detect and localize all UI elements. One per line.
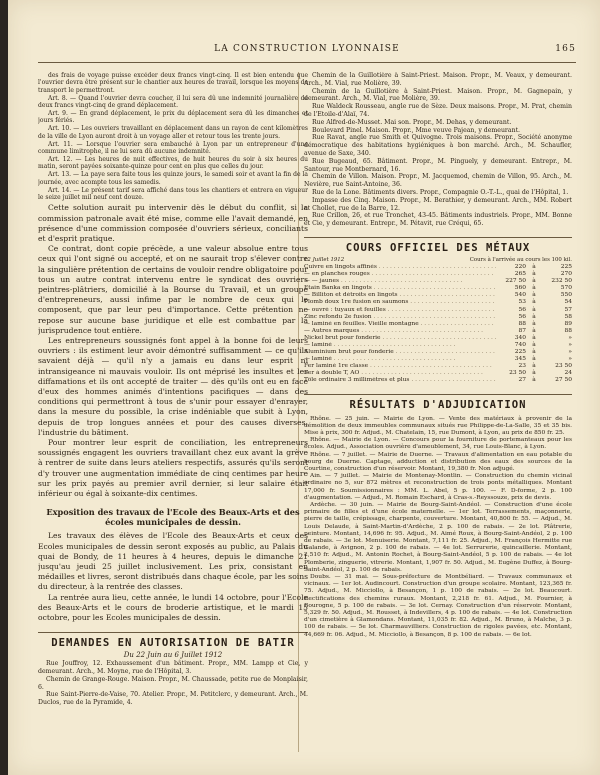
journal-title: LA CONSTRUCTION LYONNAISE [214, 44, 400, 54]
price-low: 220 [514, 263, 526, 270]
price-high: » [568, 341, 572, 348]
price-low: 340 [514, 334, 526, 341]
price-high: » [568, 349, 572, 356]
page-header [38, 44, 576, 60]
list-item: Rue Waldeck Rousseau, angle rue de Sèze. Deux maisons. Propr., M. Prat, chemin de l'Etoile-d'Alaï, 74. [304, 103, 572, 118]
section-rule [304, 394, 572, 395]
article-paragraph: Art. 14. — Le présent tarif sera affiché dans tous les chantiers et entrera en vigueur le seize juillet mil neuf cent douze. [38, 186, 308, 201]
list-item: Rue Saint-Pierre-de-Vaise, 70. Atelier. Propr., M. Petitclerc, y demeurant. Arch., M. Duclos, rue de la Pyramide, 4. [38, 691, 308, 707]
price-separator: à [532, 334, 536, 341]
price-high: 58 [564, 313, 572, 320]
price-separator: à [532, 306, 536, 313]
price-low: 88 [518, 320, 526, 327]
list-item: Ardèche. — 30 juin. — Mairie de Bourg-Saint-Andéol. — Construction d'une école primaire de filles et d'une école maternelle. — 1er lot. Terrassements, maçonnerie, pierre de taille, crépissage, charpente, couverture. Montant, 40,800 fr. 55. — Adjud., M. Louis Delaude, à Saint-Martin-d'Ardèche, 2 p. 100 de rabais. — 2e lot. Plâtrerie, peinture. Montant, 14,696 fr. 95. Adjud., M. Aimé Roux, à Bourg-Saint-Andéol, 2 p. 100 de rabais. — 3e lot. Menuiserie. Montant, 7,111 fr. 25. Adjud., M. François Hermitte rue Galande, à Avignon, 2 p. 100 de rabais. — 4e lot. Serrurerie, quincaillerie. Montant, 2,510 fr. Adjud., M. Antonin Rochet, à Bourg-Saint-Andéol, 5 p. 100 de rabais. — 4e lot Plomberie, zinguerie, vitrerie. Montant, 1,907 fr. 50. Adjud., M. Eugène Duffez, à Bourg-Saint-Andéol, 2 p. 100 de rabais. [304, 501, 572, 573]
metal-name: — laminé en feuilles. Vieille montagne . . . [304, 321, 496, 328]
metaux-heading: COURS OFFICIEL DES MÉTAUX [345, 241, 531, 254]
body-paragraph: Ce contrat, dont copie précède, a une valeur absolue entre tous ceux qui l'ont signé ou accepté, et on ne saurait trop s'élever contre la singulière prétention de certains de vouloir rendre obligatoire pour tous un autre contrat intervenu entre le syndicat des ouvriers peintres-plâtriers, domicilié à la Bourse du Travail, et un groupe d'entrepreneurs, aussi infime par le nombre de ceux qui le composent, que par leur peu d'importance. Cette prétention ne repose sur aucune base juridique et elle est combattue par la jurisprudence tout entière. [38, 244, 308, 335]
metal-name: — — jaunes . . . [304, 278, 496, 285]
list-item: Chemin de la Guillotière à Saint-Priest. Maison. Propr., M. Gagnepain, y demeurant. Arch., M. Vial, rue Molière, 39. [304, 87, 572, 103]
tarif-articles [38, 72, 308, 201]
article-paragraph: des frais de voyage puisse excéder deux francs vingt-cinq. Il est bien entendu que l'ouvrier devra être présent sur le chantier aux heures de travail, lorsque les moyens de transport le permettront. [38, 72, 308, 94]
list-item: Rue Jouffroy, 12. Exhaussement d'un bâtiment. Propr., MM. Lampp et Cie, y demeurant. Arch., M. Moyne, rue de l'Hôpital, 3. [38, 660, 308, 675]
list-item: Chemin de la Guillotière à Saint-Priest. Maison. Propr., M. Veaux, y demeurant. Arch., M. Vial, rue Molière, 39. [304, 72, 572, 87]
body-paragraph: Cette solution aurait pu intervenir dès le début du conflit, si la commission patronale avait été mise, comme elle l'avait demandé, en présence d'une commission composée d'ouvriers sérieux, conciliants et d'esprit pratique. [38, 203, 308, 244]
list-item: Rue Crillon, 26, et rue Tronchet, 43-45. Bâtiments industriels. Propr., MM. Bonne et Cie, y demeurant. Entrepr., M. Pétavit, rue Créqui, 65. [304, 212, 572, 228]
article-paragraph: Art. 9. — En grand déplacement, le prix du déplacement sera dû les dimanches et jours fériés. [38, 110, 308, 125]
demandes-date-range: Du 22 Juin au 6 Juillet 1912 [123, 651, 223, 660]
price-low: 225 [514, 349, 526, 356]
price-high: 270 [560, 271, 572, 278]
price-low: 345 [514, 356, 526, 363]
price-high: 23 50 [555, 363, 572, 370]
price-low: 740 [514, 341, 526, 348]
table-row [304, 377, 572, 384]
article-paragraph: Art. 11. — Lorsque l'ouvrier sera embauché à Lyon par un entrepreneur d'une commune limitrophe, il ne lui sera dû aucune indemnité. [38, 140, 308, 156]
metal-name: Zinc refondu 2e fusion . . . [304, 314, 496, 321]
metal-name: — Autres marques . . . [304, 328, 496, 335]
table-row [304, 328, 572, 335]
price-high: 550 [560, 292, 572, 299]
price-separator: à [532, 263, 536, 270]
price-low: 56 [518, 306, 526, 313]
table-row [304, 307, 572, 314]
metal-name: — ouvré : tuyaux et feuilles . . . [304, 307, 496, 314]
body-paragraph: Pour montrer leur esprit de conciliation, les entrepreneurs soussignés engagent les ouvriers travaillant chez eux avant la grève à rentrer de suite dans leurs ateliers respectifs, assurés qu'ils seront d'y trouver une augmentation immédiate de cinq centimes par heure sur les prix payés au premier avril dernier, si leur salaire était inférieur ou égal à soixante-dix centimes. [38, 438, 308, 499]
price-separator: à [532, 341, 536, 348]
metal-name: — laminé . . . [304, 356, 496, 363]
body-paragraph: La rentrée aura lieu, cette année, le lundi 14 octobre, pour l'Ecole des Beaux-Arts et le cours de broderie artistique, et le mardi 15 octobre, pour les Ecoles municipales de dessin. [38, 592, 308, 622]
price-separator: à [532, 313, 536, 320]
demandes-list-continued [304, 72, 572, 228]
price-low: 53 [518, 299, 526, 306]
price-low: 560 [514, 285, 526, 292]
price-low: 23 [518, 363, 526, 370]
left-column [38, 72, 308, 707]
price-high: 88 [564, 327, 572, 334]
price-separator: à [532, 356, 536, 363]
metaux-date: 12 Juillet 1912 [304, 256, 345, 263]
metal-name: Fer laminé 1re classe . . . [304, 363, 496, 370]
price-low: 540 [514, 292, 526, 299]
price-separator: à [532, 327, 536, 334]
metal-name: — Billiton et détroits en lingots . . . [304, 292, 496, 299]
price-high: 27 50 [555, 377, 572, 384]
adjudication-list [304, 416, 572, 639]
price-high: » [568, 334, 572, 341]
body-paragraph: Les travaux des élèves de l'Ecole des Beaux-Arts et ceux des Ecoles municipales de dessin seront exposés au public, au Palais du quai de Bondy, de 11 heures à 4 heures, depuis le dimanche 21 jusqu'au jeudi 25 juillet inclusivement. Les prix, consistant en médailles et livres, seront distribués dans chaque école, par les soins du directeur, à la rentrée des classes. [38, 531, 308, 592]
list-item: Rue Ravat, angle rue Smith et Quivogne. Trois maisons. Propr., Société anonyme démocratique des habitations hygiéniques à bon marché. Arch., M. Schaufler, avenue de Saxe, 340. [304, 134, 572, 157]
price-high: 232 50 [551, 278, 572, 285]
price-separator: à [532, 363, 536, 370]
right-column [304, 72, 572, 639]
list-item: Rhône. — Mairie de Lyon. — Concours pour la fourniture de portemanteaux pour les écoles. Adjud., Association ouvrière d'ameublement, 34, rue Louis-Blanc, à Lyon. [304, 437, 572, 451]
metal-name: Fer à double T, AO . . . [304, 370, 496, 377]
section-rule [38, 632, 308, 633]
statement-body [38, 203, 308, 499]
table-row [304, 335, 572, 342]
price-separator: à [532, 285, 536, 292]
list-item: Rhône. — 25 juin. — Mairie de Lyon. — Vente des matériaux à provenir de la démolition de deux immeubles communaux situés rue Philippe-de-La-Salle, 35 et 35 bis. Mise à prix, 300 fr. Adjud., M. Chatelain, 15, rue Dumont, à Lyon, au prix de 850 fr. 25. [304, 415, 572, 436]
article-paragraph: Art. 8. — Quand l'ouvrier devra coucher, il lui sera dû une indemnité journalière de deux francs vingt-cinq de grand déplacement. [38, 94, 308, 110]
table-row [304, 299, 572, 306]
document-page [8, 0, 600, 775]
price-high: 24 [564, 370, 572, 377]
metaux-unit-header: Cours à l'arrivée au cours les 100 kil. [469, 256, 572, 263]
price-separator: à [532, 292, 536, 299]
list-item: Boulevard Pinel. Maison. Propr., Mme veuve Pajean, y demeurant. [312, 126, 521, 134]
price-separator: à [532, 278, 536, 285]
metal-name: — laminé . . . [304, 342, 496, 349]
article-paragraph: Art. 13. — La paye sera faite tous les quinze jours, le samedi soir et avant la fin de la journée, avec acompte tous les samedis. [38, 171, 308, 186]
list-item: Rue Bugeaud, 65. Bâtiment. Propr., M. Pinguely, y demeurant. Entrepr., M. Santour, rue Montbernard, 16. [304, 157, 572, 173]
price-low: 87 [518, 327, 526, 334]
metal-name: — en planches rouges . . . [304, 271, 496, 278]
price-low: 27 [518, 377, 526, 384]
metal-name: Plomb doux 1re fusion en saumons . . . [304, 299, 496, 306]
header-rule [38, 62, 576, 63]
price-separator: à [532, 271, 536, 278]
metaux-block [304, 257, 572, 385]
price-high: 89 [564, 320, 572, 327]
price-high: » [568, 356, 572, 363]
price-low: 227 50 [505, 278, 526, 285]
table-row [304, 321, 572, 328]
adjudication-heading: RÉSULTATS D'ADJUDICATION [349, 398, 527, 411]
exposition-heading: Exposition des travaux de l'Ecole des Beaux-Arts et des écoles municipales de dessin. [46, 507, 300, 528]
table-row [304, 264, 572, 271]
list-item: Ain. — 7 juillet. — Mairie de Montenay-Montlin. — Construction du chemin vicinal ordinaire no 5, sur 872 mètres et reconstruction de trois ponts métalliques. Montant 17,000 fr. Soumissionnaires : MM. L. Abel, 5 p. 100. — F. D-forme, 2 p. 100 d'augmentation. — Adjud., M. Romain Eschard, à Cras-s.-Reyssouze, prix de devis. [304, 473, 572, 501]
list-item: Rhône. — 7 juillet. — Mairie de Duerne. — Travaux d'alimentation en eau potable du bourg de Duerne. Captage, adduction et distribution des eaux des sources de la Courtine, construction d'un réservoir. Montant, 19,380 fr. Non adjugé. [304, 451, 572, 472]
exposition-body [38, 531, 308, 623]
price-separator: à [532, 320, 536, 327]
price-high: 57 [564, 306, 572, 313]
demandes-heading: DEMANDES EN AUTORISATION DE BATIR [51, 637, 295, 650]
metaux-table [304, 264, 572, 385]
metal-name: Tôle ordinaire 3 millimètres et plus . . . [304, 377, 496, 384]
price-high: 570 [560, 285, 572, 292]
price-high: 225 [560, 263, 572, 270]
table-row [304, 342, 572, 349]
price-low: 56 [518, 313, 526, 320]
article-paragraph: Art. 12. — Les heures de nuit effectives, de huit heures du soir à six heures du matin, seront payées soixante-quinze pour cent en plus que celles du jour. [38, 155, 308, 171]
metal-name: Aluminium brut pour fonderie . . . [304, 349, 496, 356]
price-separator: à [532, 299, 536, 306]
price-low: 265 [514, 271, 526, 278]
page-number: 165 [555, 44, 576, 54]
section-rule [304, 237, 572, 238]
list-item: Impasse des Cinq. Maison. Propr., M. Berathier, y demeurant. Arch., MM. Robert et Chollet, rue de la Barre, 12. [304, 196, 572, 212]
metaux-table-head [304, 257, 572, 264]
metal-name: Etain Banka en lingots . . . [304, 285, 496, 292]
list-item: Doubs. — 31 mai. — Sous-préfecture de Montbéliard. — Travaux communaux et vicinaux. — 1er lot. Audincourt. Construction d'un groupe scolaire. Montant, 123,365 fr. 75. Adjud., M. Micciollo, à Besançon, 1 p. 100 de rabais. — 2e lot. Beaucourt. Rectifications des chemins ruraux. Montant, 2,218 fr. 61. Adjud., M. Fournier, à Bourogne, 5 p. 100 de rabais. — 3e lot. Cernay. Construction d'un réservoir. Montant, 5,329 fr. 50. Adjud., M. Rousset, à Indevillers, 4 p. 100 de rabais. — 4e lot. Construction d'un cimetière à Glamondans. Montant, 11,035 fr. 82. Adjud., M. Bruno, à Malche, 3 p. 100 de rabais. — 5e lot. Charmauvilliers. Construction de rigoles pavées, etc. Montant, 44,669 fr. 06. Adjud., M. Micciollo, à Besançon, 8 p. 100 de rabais. — 6e lot. [304, 574, 572, 638]
table-row [304, 314, 572, 321]
demandes-list [38, 660, 308, 707]
body-paragraph: Les entrepreneurs soussignés font appel à la bonne foi de leurs ouvriers : ils estiment leur avoir démontré suffisamment — ce qu'ils savaient déjà — qu'il n'y a jamais eu dans leur esprit ni intransigeance ni mauvais vouloir. Ils ont méprisé les insultes et les diffamations et ils ont accepté de traiter — dès qu'ils ont eu en face d'eux des hommes animés d'intentions pacifiques — dans des conditions qui permettront à tous de s'unir pour essayer d'enrayer, dans la mesure du possible, la crise indéniable que subit à Lyon, depuis de trop longues années et pour des causes diverses, l'industrie du bâtiment. [38, 336, 308, 437]
list-item: Chemin de Villon. Maison. Propr., M. Jacquemod, chemin de Villon, 95. Arch., M. Nevière, rue Saint-Antoine, 36. [304, 173, 572, 189]
price-low: 23 50 [509, 370, 526, 377]
price-separator: à [532, 370, 536, 377]
price-separator: à [532, 349, 536, 356]
metal-name: Cuivre en lingots affinés . . . [304, 264, 496, 271]
list-item: Rue de la Lone. Bâtiments divers. Propr., Compagnie O.-T.-L., quai de l'Hôpital, 1. [312, 188, 569, 196]
article-paragraph: Art. 10. — Les ouvriers travaillant en déplacement dans un rayon de cent kilomètres de la ville de Lyon auront droit à un voyage aller et retour tous les trente jours. [38, 125, 308, 140]
metal-name: Nickel brut pour fonderie . . . [304, 335, 496, 342]
price-high: 54 [564, 299, 572, 306]
list-item: Rue Alfred-de-Musset. Mai son. Propr., M. Dehas, y demeurant. [312, 118, 512, 126]
price-separator: à [532, 377, 536, 384]
list-item: Chemin de Grange-Rouge. Maison. Propr., M. Chaussade, petite rue de Monplaisir, 6. [38, 675, 308, 691]
